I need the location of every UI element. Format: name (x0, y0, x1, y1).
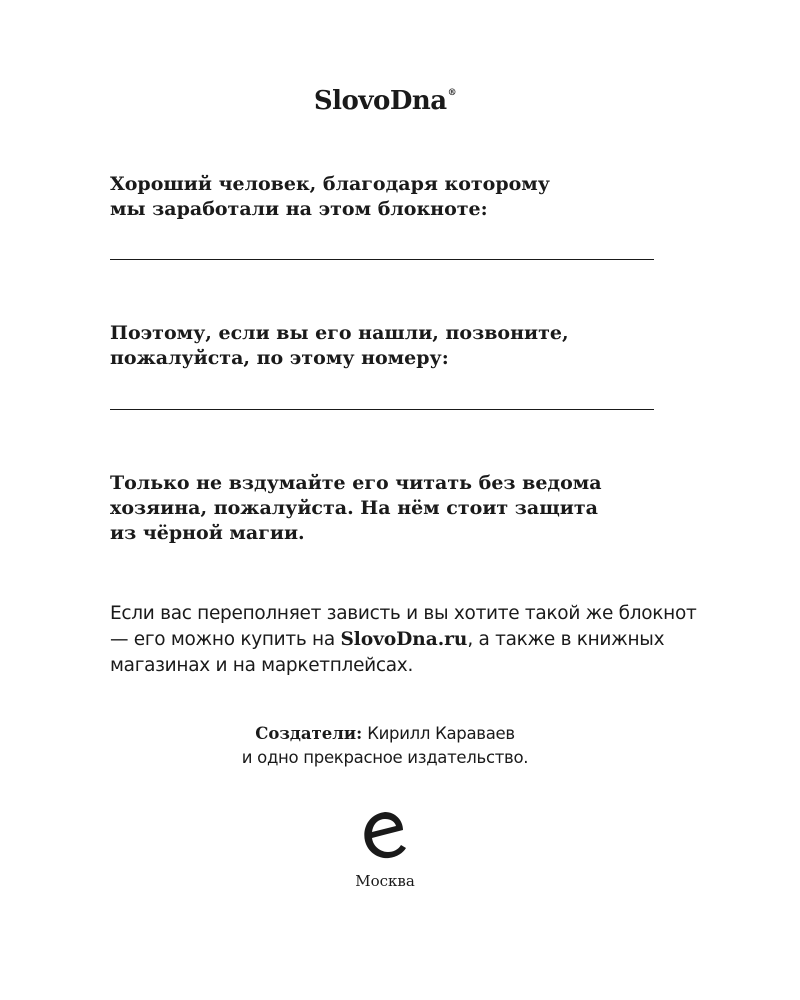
warning-text: Только не вздумайте его читать без ведома хозяина, пожалуйста. На нём стоит защита из чёрной магии. (110, 472, 602, 544)
credits (0, 722, 770, 770)
phone-number-line[interactable] (110, 409, 654, 410)
brand-title (0, 86, 770, 116)
registered-mark: ® (447, 88, 457, 98)
credits-line-1 (0, 722, 770, 746)
promo-site: SlovoDna.ru (340, 629, 468, 650)
credits-authors: Кирилл Караваев (362, 724, 515, 743)
promo-text (110, 601, 710, 679)
credits-label: Создатели: (255, 724, 363, 743)
promo-text-before: Если вас переполняет зависть и вы хотите такой же блокнот — его можно купить на (110, 603, 697, 650)
publisher-city: Москва (355, 872, 415, 890)
credits-line-2: и одно прекрасное издательство. (241, 748, 529, 767)
publisher-logo-icon (359, 808, 411, 862)
brand-name: SlovoDna (313, 86, 447, 116)
owner-name-line[interactable] (110, 259, 654, 260)
owner-prompt: Хороший человек, благодаря которому мы заработали на этом блокноте: (110, 173, 550, 220)
phone-prompt: Поэтому, если вы его нашли, позвоните, пожалуйста, по этому номеру: (110, 322, 569, 369)
promo-text-after: , а также в книжных магазинах и на маркетплейсах. (110, 629, 665, 676)
